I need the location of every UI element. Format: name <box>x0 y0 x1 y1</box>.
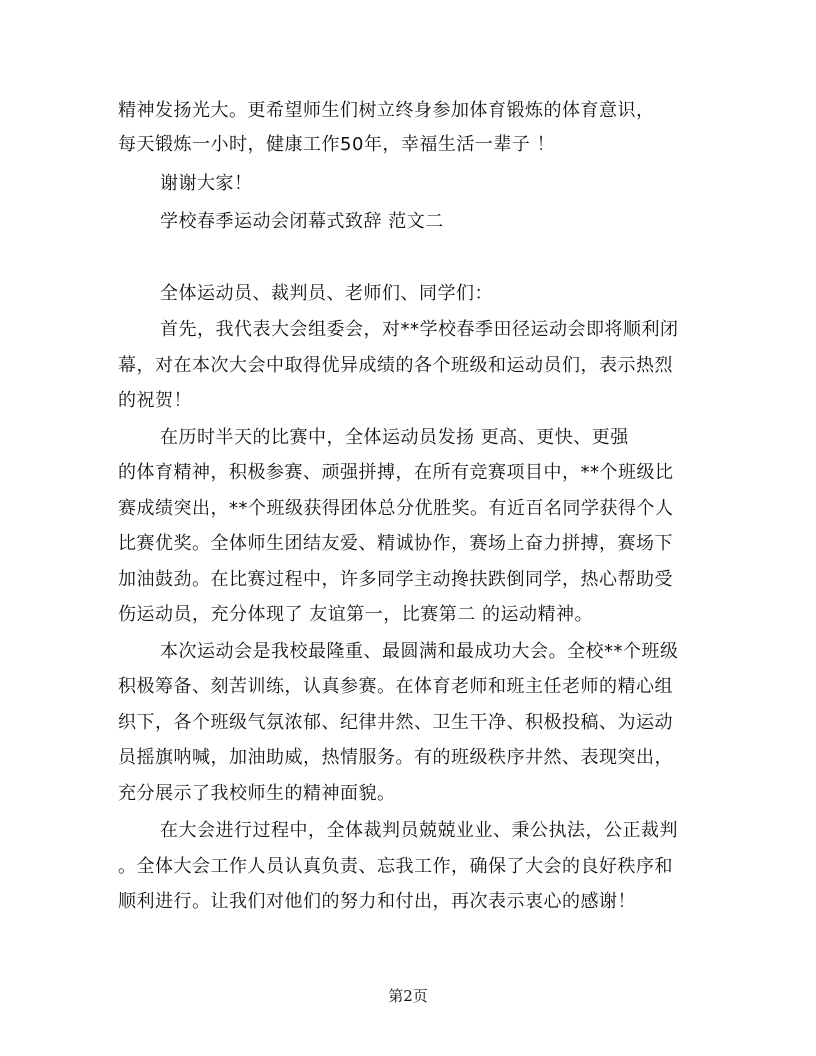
text-line: 的祝贺！ <box>118 390 192 411</box>
text-line: 精神发扬光大。更希望师生们树立终身参加体育锻炼的体育意识， <box>118 100 655 121</box>
text-line: 本次运动会是我校最隆重、最圆满和最成功大会。全校**个班级 <box>160 641 679 662</box>
text-line: 比赛优奖。全体师生团结友爱、精诚协作，赛场上奋力拼搏，赛场下 <box>118 533 673 554</box>
page-number: 第2页 <box>388 987 428 1005</box>
text-line: 织下，各个班级气氛浓郁、纪律井然、卫生干净、积极投稿、为运动 <box>118 712 673 733</box>
text-line: 。全体大会工作人员认真负责、忘我工作，确保了大会的良好秩序和 <box>118 856 673 877</box>
text-line: 的体育精神，积极参赛、顽强拼搏，在所有竞赛项目中，**个班级比 <box>118 462 674 483</box>
text-line: 员摇旗呐喊，加油助威，热情服务。有的班级秩序井然、表现突出， <box>118 747 673 768</box>
text-line: 伤运动员，充分体现了 友谊第一，比赛第二 的运动精神。 <box>118 604 593 625</box>
text-line: 加油鼓劲。在比赛过程中，许多同学主动搀扶跌倒同学，热心帮助受 <box>118 569 673 590</box>
text-line: 幕，对在本次大会中取得优异成绩的各个班级和运动员们，表示热烈 <box>118 355 673 376</box>
text-line: 充分展示了我校师生的精神面貌。 <box>118 783 396 804</box>
text-line: 在大会进行过程中，全体裁判员兢兢业业、秉公执法，公正裁判 <box>160 820 678 841</box>
text-line: 谢谢大家！ <box>160 173 253 194</box>
text-line: 积极筹备、刻苦训练，认真参赛。在体育老师和班主任老师的精心组 <box>118 676 673 697</box>
salutation: 全体运动员、裁判员、老师们、同学们： <box>160 283 493 304</box>
text-line: 顺利进行。让我们对他们的努力和付出，再次表示衷心的感谢！ <box>118 891 636 912</box>
text-line: 在历时半天的比赛中，全体运动员发扬 更高、更快、更强 <box>160 427 629 448</box>
subheading: 学校春季运动会闭幕式致辞 范文二 <box>160 211 444 232</box>
text-line: 每天锻炼一小时，健康工作50年，幸福生活一辈子 ！ <box>118 134 556 155</box>
text-line: 赛成绩突出，**个班级获得团体总分优胜奖。有近百名同学获得个人 <box>118 498 674 519</box>
text-line: 首先，我代表大会组委会，对**学校春季田径运动会即将顺利闭 <box>160 319 679 340</box>
